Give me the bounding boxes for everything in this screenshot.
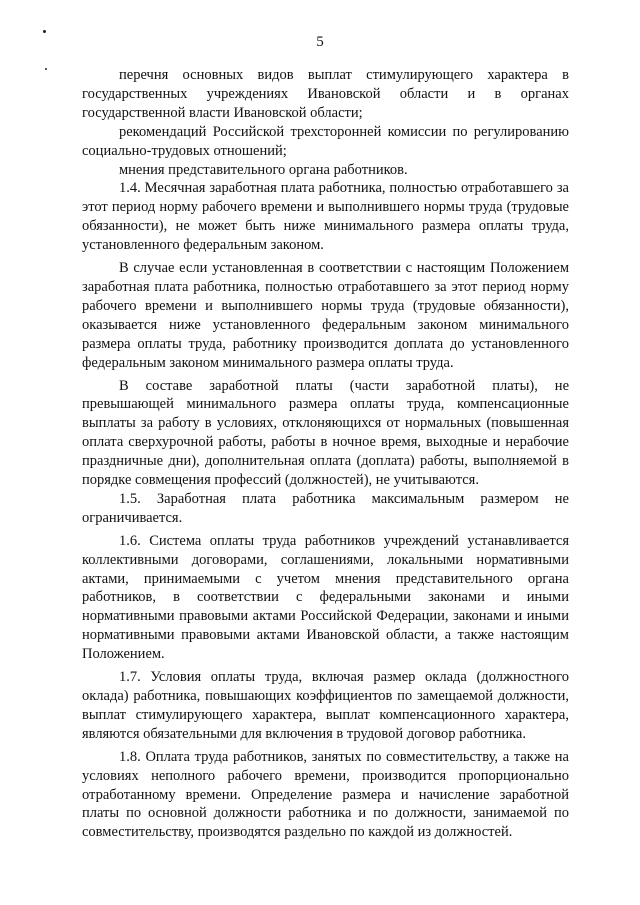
page-number: 5 (316, 34, 324, 50)
scan-speck (43, 30, 46, 33)
paragraph-1-5: 1.5. Заработная плата работника максимальным размером не ограничивается. (82, 490, 569, 526)
paragraph-workers-representative-opinion: мнения представительного органа работников. (119, 161, 408, 178)
scan-speck (45, 68, 47, 70)
paragraph-tripartite-commission: рекомендаций Российской трехсторонней комиссии по регулированию социально-трудовых отношений; (82, 123, 569, 159)
paragraph-1-6: 1.6. Система оплаты труда работников учреждений устанавливается коллективными договорами, соглашениями, локальными нормативными актами, принимаемыми с учетом мнения представительного органа работников, в соответствии с федеральными законами и иными нормативными правовыми актами Российской Федерации, законами и иными нормативными правовыми актами Ивановской области, а также настоящим Положением. (82, 532, 569, 663)
paragraph-1-4: 1.4. Месячная заработная плата работника, полностью отработавшего за этот период норму рабочего времени и выполнившего нормы труда (трудовые обязанности), не может быть ниже минимального размера оплаты труда, установленного федеральным законом. (82, 180, 569, 254)
paragraph-1-8: 1.8. Оплата труда работников, занятых по совместительству, а также на условиях неполного рабочего времени, производится пропорционально отработанному времени. Определение размера и начисление заработной платы по основной должности работника и по должности, занимаемой по совместительству, производятся раздельно по каждой из должностей. (82, 748, 569, 841)
paragraph-minimum-wage-supplement: В случае если установленная в соответствии с настоящим Положением заработная плата работника, полностью отработавшего за этот период норму рабочего времени и выполнившего нормы труда (трудовые обязанности), оказывается ниже установленного федеральным законом минимального размера оплаты труда, работнику производится доплата до установленного федеральным законом минимального размера оплаты труда. (82, 260, 569, 371)
paragraph-compensation-excluded: В составе заработной платы (части заработной платы), не превышающей минимального размера оплаты труда, компенсационные выплаты за работу в условиях, отклоняющихся от нормальных (повышенная оплата сверхурочной работы, работы в ночное время, выходные и нерабочие праздничные дни), дополнительная оплата (доплата) работы, выполняемой в порядке совмещения профессий (должностей), не учитываются. (82, 377, 569, 489)
paragraph-1-7: 1.7. Условия оплаты труда, включая размер оклада (должностного оклада) работника, повышающих коэффициентов по замещаемой должности, выплат стимулирующего характера, выплат компенсационного характера, являются обязательными для включения в трудовой договор работника. (82, 669, 569, 742)
document-body (82, 66, 569, 842)
paragraph-stimulating-payments-list: перечня основных видов выплат стимулирующего характера в государственных учреждениях Ивановской области и в органах государственной власти Ивановской области; (82, 67, 569, 121)
